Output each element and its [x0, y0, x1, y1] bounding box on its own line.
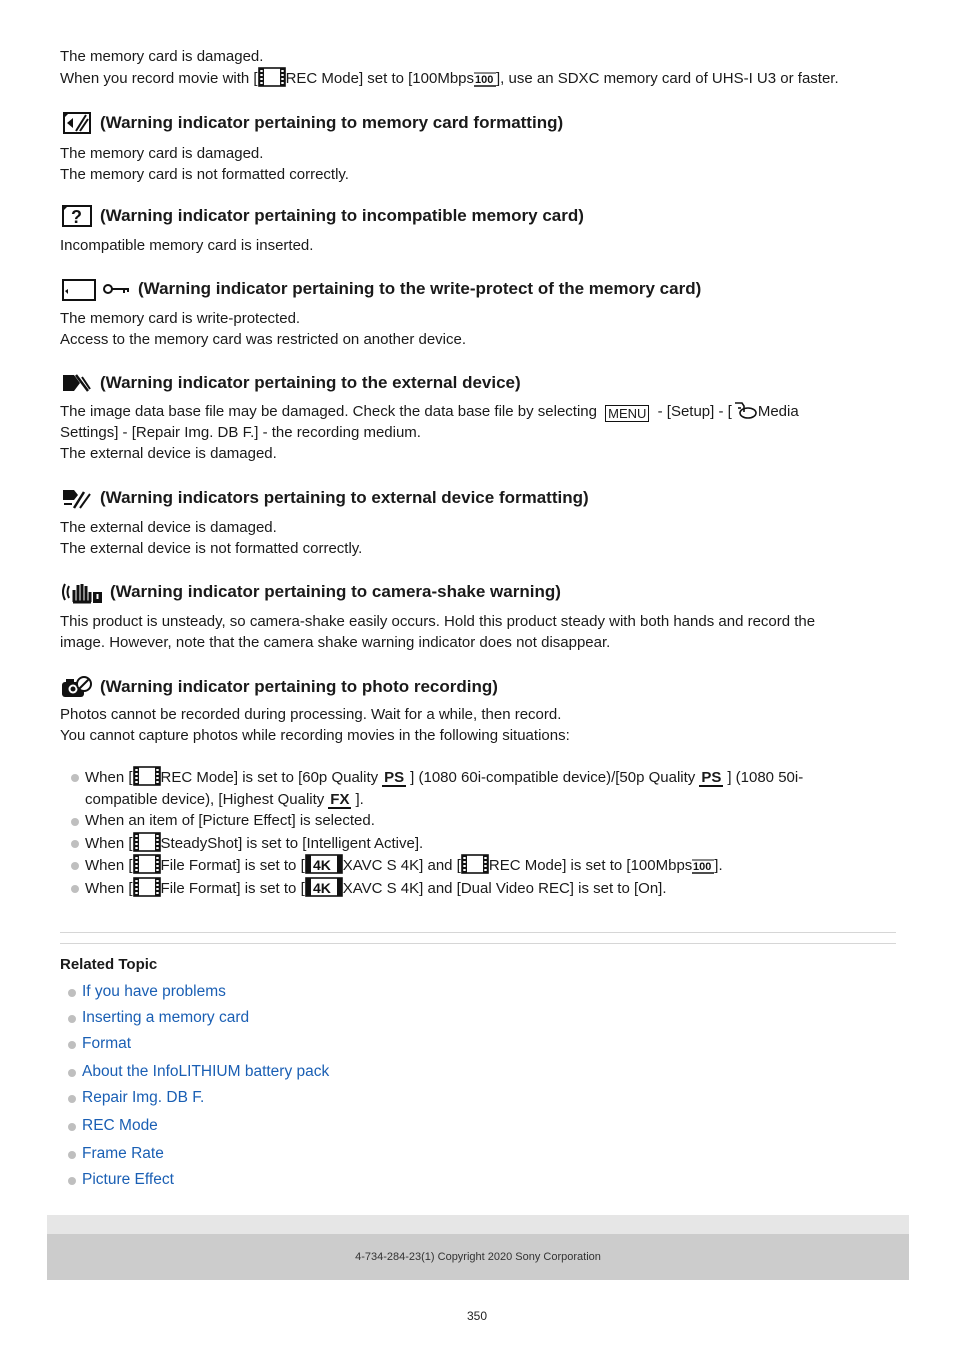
section-2-line-1: Incompatible memory card is inserted.	[60, 237, 314, 254]
mbps-100-icon	[692, 858, 714, 874]
media-settings-icon	[732, 400, 758, 420]
section-heading-card-format: (Warning indicator pertaining to memory card formatting)	[60, 111, 900, 135]
link-rec-mode[interactable]: REC Mode	[82, 1117, 158, 1134]
fx-quality-icon: FX	[330, 790, 350, 808]
divider	[60, 932, 896, 933]
link-inserting-memory-card[interactable]: Inserting a memory card	[82, 1009, 250, 1026]
movie-film-icon	[258, 67, 286, 87]
external-device-warning-icon	[60, 371, 94, 395]
footer-band	[47, 1215, 909, 1234]
section-heading-external-device: (Warning indicator pertaining to the external device)	[60, 371, 900, 395]
section-heading-external-format: (Warning indicators pertaining to external device formatting)	[60, 486, 900, 510]
situations-list	[60, 766, 900, 899]
top-line-1: The memory card is damaged.	[60, 48, 264, 65]
external-device-format-icon	[60, 486, 94, 510]
section-4-line-2: Settings] - [Repair Img. DB F.] - the recording medium.	[60, 424, 421, 441]
xavc-4k-icon	[305, 854, 343, 874]
link-infolithium-battery[interactable]: About the InfoLITHIUM battery pack	[82, 1063, 330, 1080]
link-if-you-have-problems[interactable]: If you have problems	[82, 983, 226, 1000]
related-item	[60, 1034, 329, 1054]
xavc-4k-icon	[305, 877, 343, 897]
divider	[60, 943, 896, 944]
link-repair-img-db[interactable]: Repair Img. DB F.	[82, 1089, 205, 1106]
section-3-line-1: The memory card is write-protected.	[60, 310, 301, 327]
link-format[interactable]: Format	[82, 1035, 132, 1052]
list-item: When [ File Format] is set to [ XAVC S 4K] and [Dual Video REC] is set to [On].	[60, 877, 900, 900]
related-item	[60, 1170, 329, 1190]
camera-shake-warning-icon	[60, 580, 104, 604]
section-4-line-3: The external device is damaged.	[60, 445, 277, 462]
key-icon	[102, 277, 132, 301]
card-incompatible-warning-icon	[60, 204, 94, 228]
section-1-line-2: The memory card is not formatted correctly.	[60, 166, 349, 183]
section-6-line-1: This product is unsteady, so camera-shake easily occurs. Hold this product steady with both hands and record the	[60, 613, 816, 630]
list-item: When [ File Format] is set to [ XAVC S 4K] and [ REC Mode] is set to [100Mbps ].	[60, 854, 900, 877]
link-frame-rate[interactable]: Frame Rate	[82, 1145, 164, 1162]
related-item	[60, 1116, 329, 1136]
footer	[47, 1234, 909, 1280]
ps-quality-icon: PS	[701, 769, 722, 786]
section-6-line-2: image. However, note that the camera shake warning indicator does not disappear.	[60, 634, 611, 651]
movie-film-icon	[133, 854, 161, 874]
top-line-2: When you record movie with [ REC Mode] set to [100Mbps ], use an SDXC memory card of UHS-I U3 or faster.	[60, 67, 900, 89]
copyright-text: 4-734-284-23(1) Copyright 2020 Sony Corporation	[355, 1251, 601, 1263]
section-7-line-1: Photos cannot be recorded during processing. Wait for a while, then record.	[60, 706, 562, 723]
photo-recording-warning-icon	[60, 675, 94, 699]
movie-film-icon	[133, 877, 161, 897]
mbps-100-icon	[474, 71, 496, 87]
related-item	[60, 1144, 329, 1164]
related-topic-list	[60, 982, 329, 1190]
movie-film-icon	[461, 854, 489, 874]
related-item	[60, 1008, 329, 1028]
page-number: 350	[466, 1309, 488, 1323]
section-3-line-2: Access to the memory card was restricted on another device.	[60, 331, 467, 348]
card-write-protect-icon	[60, 277, 96, 301]
section-heading-write-protect: (Warning indicator pertaining to the write-protect of the memory card)	[60, 277, 900, 301]
ps-quality-icon: PS	[384, 769, 405, 786]
link-picture-effect[interactable]: Picture Effect	[82, 1171, 174, 1188]
section-heading-photo-recording: (Warning indicator pertaining to photo recording)	[60, 675, 900, 699]
card-format-warning-icon	[60, 111, 94, 135]
section-heading-camera-shake: (Warning indicator pertaining to camera-shake warning)	[60, 580, 900, 604]
related-item	[60, 1088, 329, 1108]
movie-film-icon	[133, 832, 161, 852]
section-5-line-1: The external device is damaged.	[60, 519, 277, 536]
section-4-line-1: The image data base file may be damaged. Check the data base file by selecting MENU - [Setup] - [ Media	[60, 400, 900, 422]
menu-button-label: MENU	[605, 405, 649, 422]
section-5-line-2: The external device is not formatted correctly.	[60, 540, 363, 557]
list-item: When an item of [Picture Effect] is selected.	[60, 810, 900, 832]
list-item: When [ REC Mode] is set to [60p Quality PS ] (1080 60i-compatible device)/[50p Quality PS ] (1080 50i- compatible device), [Highest Quality FX ].	[60, 766, 900, 810]
list-item: When [ SteadyShot] is set to [Intelligent Active].	[60, 832, 900, 855]
section-1-line-1: The memory card is damaged.	[60, 145, 264, 162]
related-topic-heading: Related Topic	[60, 956, 158, 973]
section-heading-incompatible-card: ? (Warning indicator pertaining to incompatible memory card)	[60, 204, 900, 228]
movie-film-icon	[133, 766, 161, 786]
related-item	[60, 1062, 329, 1082]
related-item	[60, 982, 329, 1002]
svg-text:?: ?	[71, 207, 82, 227]
section-7-line-2: You cannot capture photos while recording movies in the following situations:	[60, 727, 570, 744]
